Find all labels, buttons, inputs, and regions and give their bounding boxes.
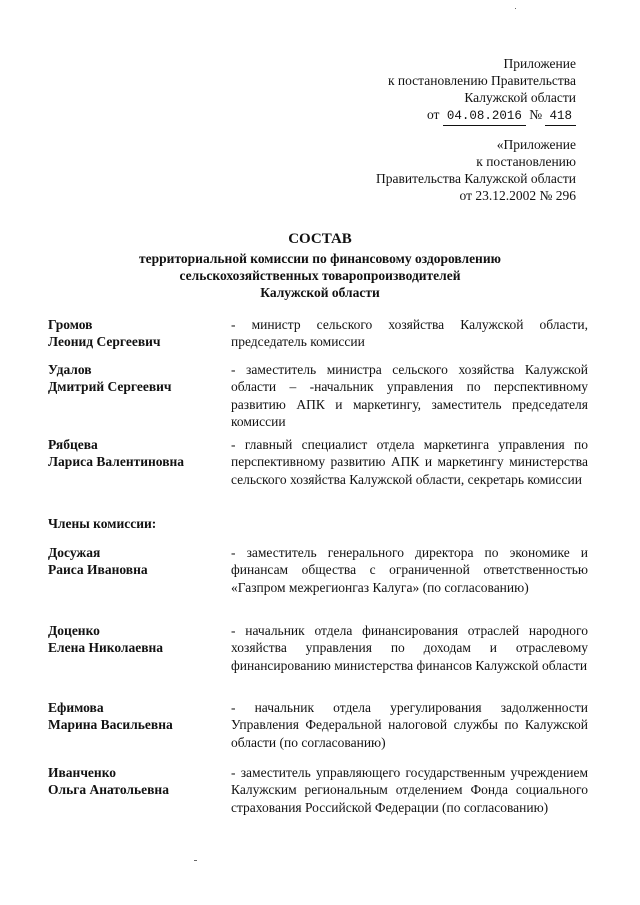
document-title	[0, 231, 640, 301]
person-name	[48, 764, 228, 799]
person-name	[48, 699, 228, 734]
surname: Доценко	[48, 623, 100, 638]
scan-speck	[194, 860, 197, 861]
person-name	[48, 316, 228, 351]
annex-previous-line3: Правительства Калужской области	[375, 171, 576, 186]
person-position: - начальник отдела урегулирования задолженности Управления Федеральной налоговой службы по Калужской области (по согласованию)	[231, 700, 588, 750]
annex-previous	[376, 136, 576, 204]
person-position: - заместитель управляющего государственным учреждением Калужским региональным отделением Фонда социального страхования Российской Федерации (по согласованию)	[231, 765, 588, 815]
given-names: Марина Васильевна	[48, 717, 173, 733]
title-line1: территориальной комиссии по финансовому оздоровлению	[139, 251, 501, 266]
title-main: СОСТАВ	[288, 231, 352, 247]
given-names: Дмитрий Сергеевич	[48, 379, 172, 395]
given-names: Лариса Валентиновна	[48, 454, 185, 470]
annex-previous-line4: от 23.12.2002 № 296	[459, 188, 576, 203]
surname: Рябцева	[48, 437, 98, 452]
surname: Иванченко	[48, 765, 117, 780]
given-names: Елена Николаевна	[48, 640, 164, 656]
surname: Громов	[48, 317, 93, 332]
annex-previous-line1: «Приложение	[496, 137, 576, 152]
surname: Досужая	[48, 545, 101, 560]
person-name	[48, 361, 228, 396]
number-prefix: №	[529, 107, 543, 122]
given-names: Леонид Сергеевич	[48, 334, 161, 350]
person-position: - начальник отдела финансирования отраслей народного хозяйства управления по доходам и отраслевому финансированию министерства финансов Калужской области	[231, 623, 588, 673]
given-names: Ольга Анатольевна	[48, 782, 169, 798]
person-position: - заместитель генерального директора по экономике и финансам общества с ограниченной ответственностью «Газпром межрегионгаз Калуга» (по согласованию)	[231, 545, 588, 595]
annex-current-line1: Приложение	[503, 56, 576, 71]
resolution-date: 04.08.2016	[443, 108, 526, 126]
person-position: - министр сельского хозяйства Калужской области, председатель комиссии	[231, 317, 588, 350]
annex-current-line2: к постановлению Правительства	[387, 73, 576, 88]
person-position: - главный специалист отдела маркетинга управления по перспективному развитию АПК и маркетингу министерства сельского хозяйства Калужской области, секретарь комиссии	[231, 437, 588, 487]
title-line3: Калужской области	[260, 285, 380, 300]
annex-current-date-line	[388, 106, 576, 126]
title-line2: сельскохозяйственных товаропроизводителей	[179, 268, 461, 283]
annex-current	[388, 55, 576, 126]
given-names: Раиса Ивановна	[48, 562, 148, 578]
person-position: - заместитель министра сельского хозяйства Калужской области – -начальник управления по перспективному развитию АПК и маркетингу, заместитель председателя комиссии	[231, 362, 588, 430]
surname: Ефимова	[48, 700, 104, 715]
resolution-number: 418	[545, 108, 576, 126]
surname: Удалов	[48, 362, 92, 377]
person-name	[48, 622, 228, 657]
person-name	[48, 436, 228, 471]
scan-speck	[515, 8, 516, 9]
date-prefix: от	[426, 107, 440, 122]
annex-current-line3: Калужской области	[464, 90, 576, 105]
members-heading: Члены комиссии:	[48, 516, 157, 531]
annex-previous-line2: к постановлению	[476, 154, 576, 169]
person-name	[48, 544, 228, 579]
